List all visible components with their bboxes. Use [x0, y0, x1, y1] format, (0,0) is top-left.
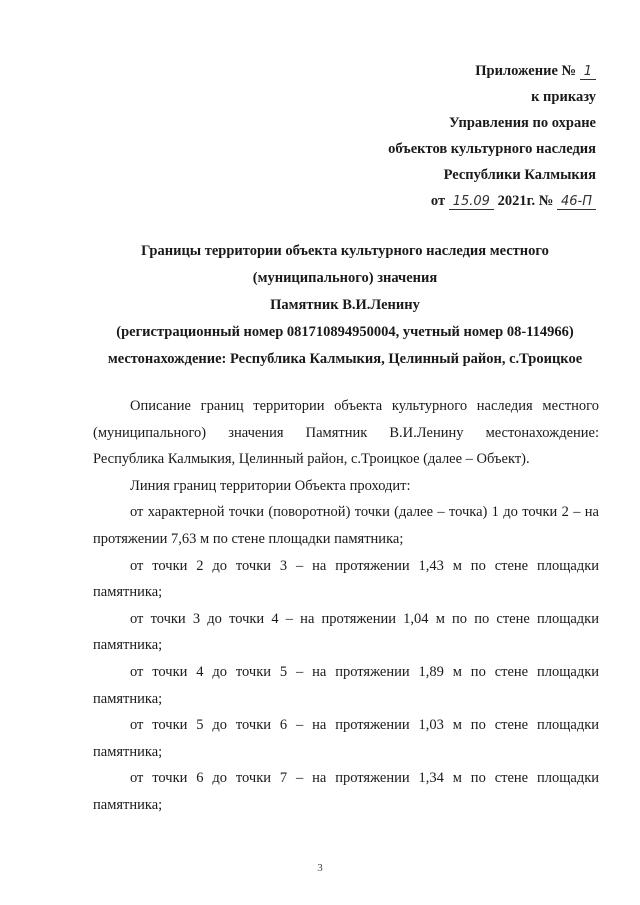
order-year-label: 2021г. №: [497, 193, 554, 209]
body-paragraph: от характерной точки (поворотной) точки (далее – точка) 1 до точки 2 – на протяжении 7,63 м по стене площадки памятника;: [93, 504, 599, 547]
title-line-3: Памятник В.И.Ленину: [270, 297, 420, 313]
date-prefix: от: [430, 193, 446, 209]
handwritten-order-number: 46-П: [557, 195, 596, 210]
authority-line-1: Управления по охране: [449, 115, 596, 131]
body-paragraph: от точки 6 до точки 7 – на протяжении 1,34 м по стене площадки памятника;: [93, 770, 599, 813]
body-paragraph: Линия границ территории Объекта проходит:: [130, 477, 411, 494]
title-line-1: Границы территории объекта культурного наследия местного: [141, 243, 549, 259]
title-line-4: (регистрационный номер 081710894950004, учетный номер 08-114966): [116, 324, 574, 340]
authority-line-3: Республики Калмыкия: [443, 167, 596, 183]
body-paragraph: от точки 5 до точки 6 – на протяжении 1,03 м по стене площадки памятника;: [93, 717, 599, 760]
body-paragraph: от точки 3 до точки 4 – на протяжении 1,04 м по по стене площадки памятника;: [93, 610, 599, 654]
appendix-label: Приложение №: [475, 63, 577, 79]
body-paragraph: от точки 2 до точки 3 – на протяжении 1,43 м по стене площадки памятника;: [93, 557, 599, 601]
body-paragraph: Описание границ территории объекта культурного наследия местного (муниципального) значения Памятник В.И.Ленину местонахождение: Республика Калмыкия, Целинный район, с.Троицкое (далее – Объект).: [93, 398, 599, 468]
body-paragraph: от точки 4 до точки 5 – на протяжении 1,89 м по стене площадки памятника;: [93, 663, 599, 707]
handwritten-appendix-number: 1: [580, 65, 596, 80]
appendix-header: [388, 58, 596, 214]
handwritten-date: 15.09: [449, 195, 494, 210]
page-number: 3: [317, 862, 323, 874]
document-title: [90, 238, 600, 373]
document-body: [93, 393, 599, 819]
appendix-number-line: [388, 58, 596, 84]
order-date-line: [388, 188, 596, 214]
title-line-2: (муниципального) значения: [252, 270, 438, 286]
title-line-5: местонахождение: Республика Калмыкия, Целинный район, с.Троицкое: [107, 351, 583, 367]
authority-line-2: объектов культурного наследия: [388, 141, 596, 157]
order-reference-line: к приказу: [531, 89, 596, 105]
